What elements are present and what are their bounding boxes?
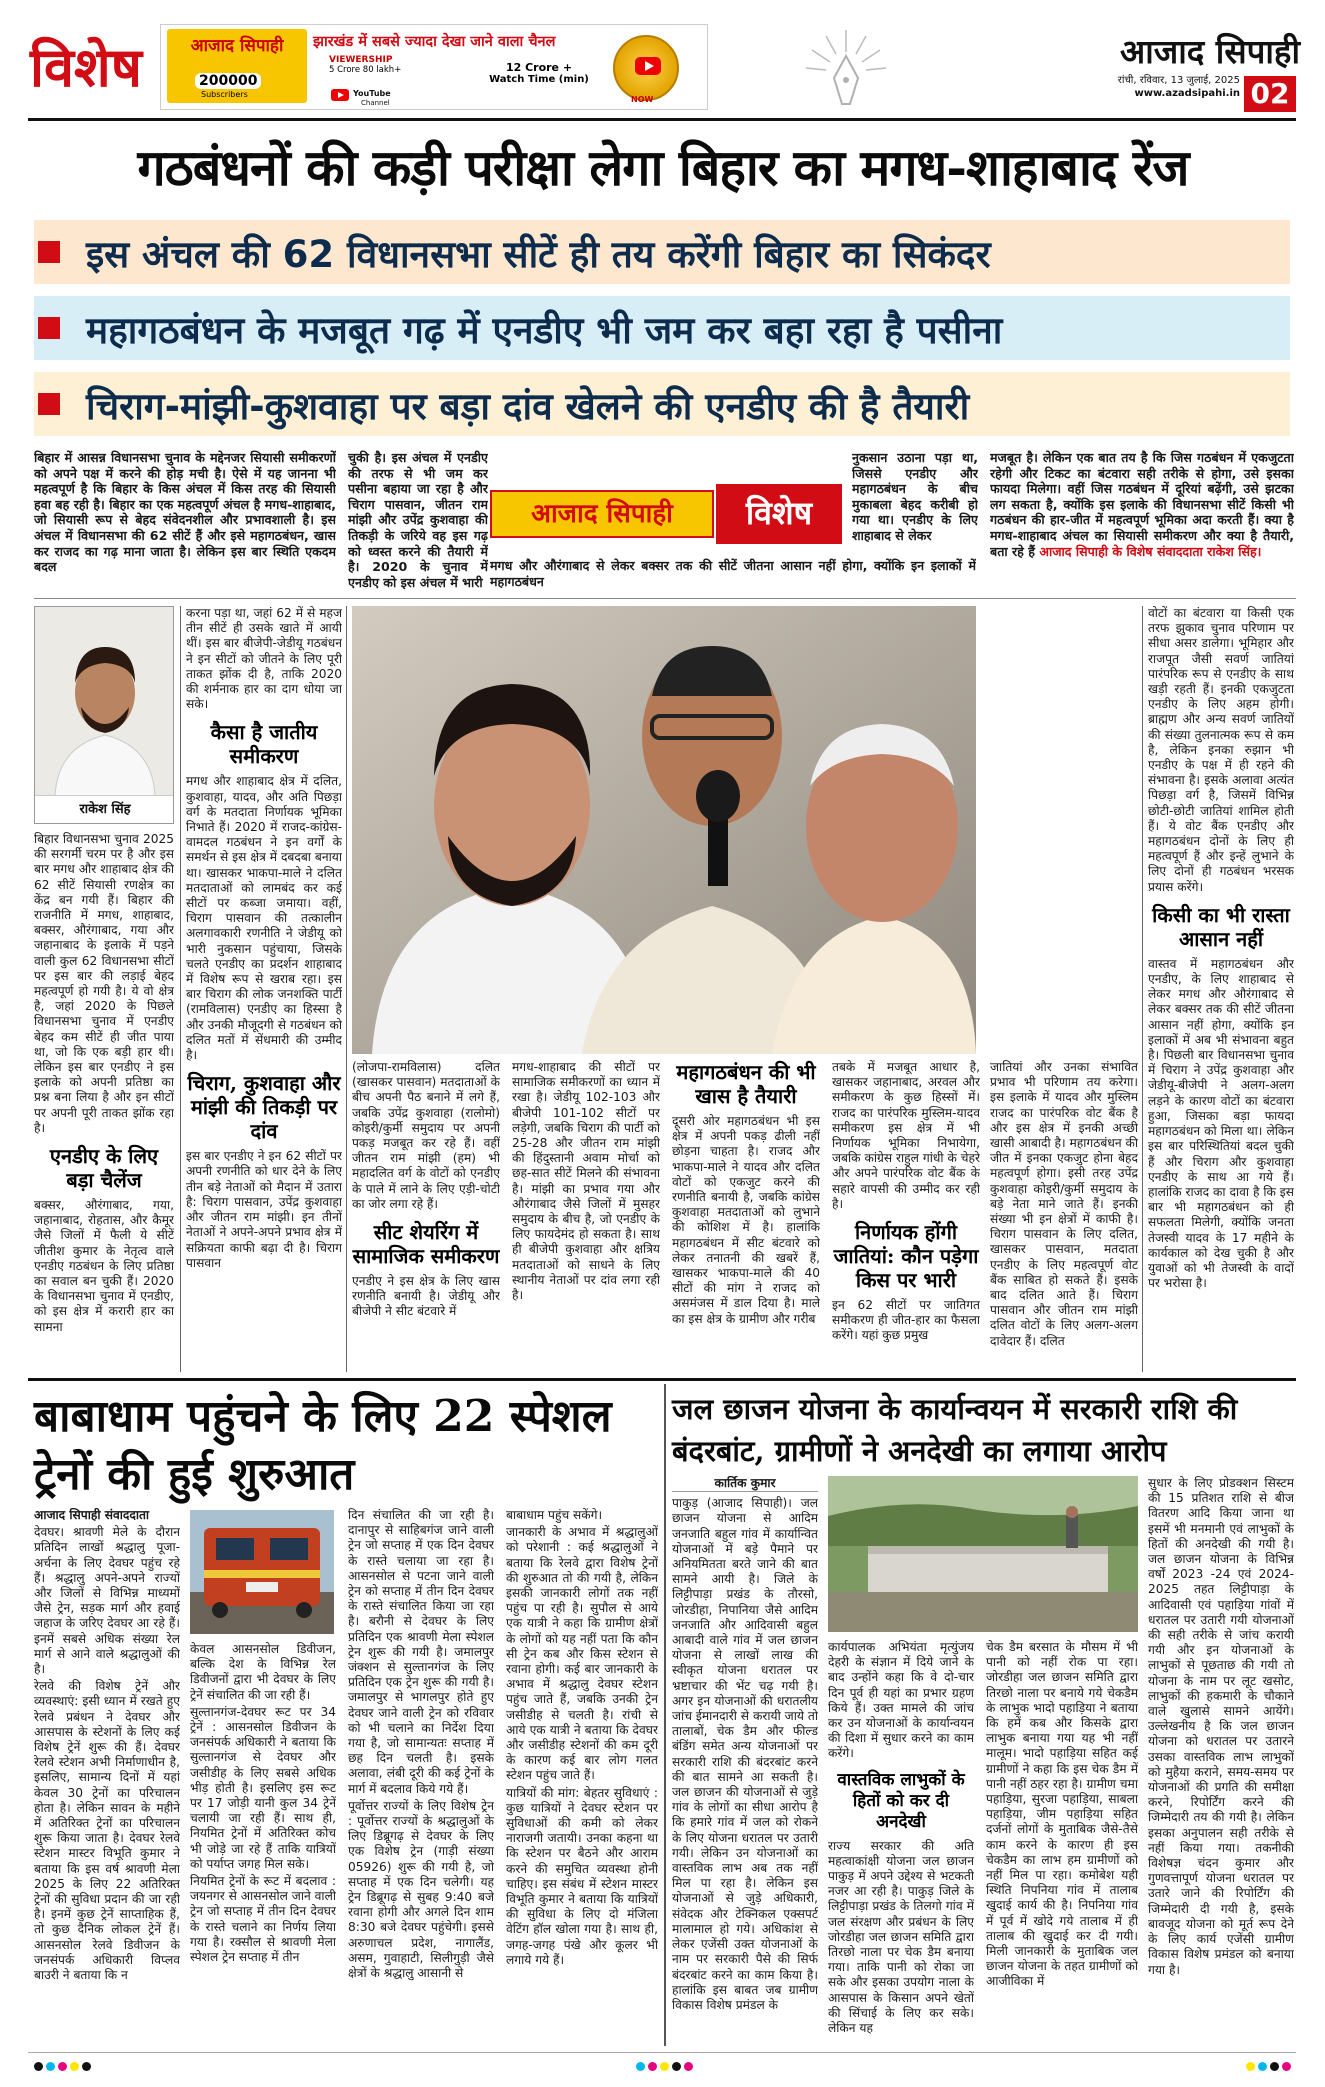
ad-brand-block [167, 29, 307, 103]
author-photo [34, 606, 174, 824]
dateline: रांची, रविवार, 13 जुलाई, 2025 [1117, 75, 1240, 86]
website: www.azadsipahi.in [1134, 88, 1240, 99]
water-column-2-text-2: राज्य सरकार की अति महत्वाकांक्षी योजना जल छाजन पाकुड़ में अपने उद्देश्य से भटकती नजर आ रही है। पाकुड़ जिले के लिट्टीपाड़ा प्रखंड के तिलगो गांव में जल संरक्षण और प्रबंधन के लिए जोरडीहा जल छाजन समिति द्वारा तिरछो नाला पर चेक डैम बनाया गया। ताकि पानी को रोका जा सके और इसका उपयोग नाला के आसपास के किसान अपने खेतों की सिंचाई के लिए कर सके। लेकिन यह [828, 1838, 974, 2036]
intro-column-1: बिहार में आसन्न विधानसभा चुनाव के मद्देनजर सियासी समीकरणों को अपने पक्ष में करने की होड़ मची है। ऐसे में यह जानना भी महत्वपूर्ण है कि बिहार के किस अंचल में किस तरह की सियासी हवा बह रही है। बिहार का एक महत्वपूर्ण अंचल है मगध-शाहाबाद, जो सियासी रूप से बेहद संवेदनशील और प्रभावशाली है। इस अंचल में विधानसभा की 62 सीटें हैं और इसे महागठबंधन, खास कर राजद का गढ़ माना जाता है। लेकिन इस बार स्थिति एकदम बदल [34, 450, 336, 575]
column-b-text: करना पड़ा था, जहां 62 में से महज तीन सीटें ही उसके खाते में आयी थीं। इस बार बीजेपी-जेडीयू गठबंधन ने इन सीटों को जीतने के लिए पूरी ताकत झोंक दी है, ताकि 2020 की शर्मनाक हार का दाग धोया जा सके। [186, 606, 342, 712]
intro-text: मजबूत है। लेकिन एक बात तय है कि जिस गठबंधन में एकजुटता रहेगी और टिकट का बंटवारा सही तरीके से होगा, उसे इसका फायदा मिलेगा। वहीं जिस गठबंधन में दूरियां बढ़ेंगी, उसे झटका लग सकता है, क्योंकि इस इलाके की विधानसभा सीटें किसी भी गठबंधन की हार-जीत में महत्वपूर्ण भूमिका अदा करती हैं। क्या है मगध-शाहाबाद अंचल का सियासी समीकरण और क्या है तैयारी, बता रहे हैं [990, 450, 1294, 559]
water-column-4: सुधार के लिए प्रोडक्शन सिस्टम की 15 प्रतिशत राशि से बीज वितरण आदि किया जाना था इसमें भी मनमानी एवं लाभुकों के हितों की अनदेखी की गयी है। जल छाजन योजना के विभिन्न वर्षों 2023 -24 एवं 2024- 2025 तहत लिट्टीपाड़ा के आदिवासी एवं पहाड़िया गांवों में धरातल पर उतारी गयी योजनाओं की सही तरीके से जांच करायी गयी और इन योजनाओं के लाभुकों से पूछताछ की गयी तो योजना के नाम पर लूट खसोट, लाभुकों की हकमारी के चौकाने वाले खुलासे सामने आयेंगे। उल्लेखनीय है कि जल छाजन योजना को धरातल पर उतारने उसका वास्तविक लाभ लाभुकों को मुहैया कराने, समय-समय पर योजनाओं की प्रगति की समीक्षा करने, रिपोर्टिंग करने की जिम्मेदारी तय की गयी है। लेकिन इसका अनुपालन सही तरीके से नहीं किया गया। तकनीकी विशेषज्ञ चंदन कुमार और गुणवत्तापूर्ण योजना धरातल पर उतारे जाने की रिपोर्टिंग की जिम्मेदारी दी गयी है, इसके बावजूद योजना को मूर्त रूप देने के लिए कार्य एजेंसी ग्रामीण विकास विशेष प्रमंडल को बनाया गया है। [1148, 1476, 1294, 1977]
column-f-text: तबके में मजबूत आधार है, खासकर जहानाबाद, अरवल और समीकरण के कुछ हिस्सों में। राजद का पारंपरिक मुस्लिम-यादव समीकरण इस क्षेत्र में भी निर्णायक भूमिका निभायेगा, जबकि कांग्रेस राहुल गांधी के चेहरे और अपने पारंपरिक वोट बैंक के सहारे वापसी की उम्मीद कर रही है। [832, 1060, 980, 1211]
ad-watch-value: 12 Crore + [505, 61, 573, 74]
column-a [34, 832, 174, 1372]
column-c-text-2: एनडीए ने इस क्षेत्र के लिए खास रणनीति बनायी है। जेडीयू और बीजेपी ने सीट बंटवारे में [352, 1274, 500, 1319]
intro-column-5 [990, 450, 1294, 592]
ad-now: NOW [631, 95, 654, 104]
water-column-1 [672, 1476, 818, 2046]
play-button-badge-icon [613, 35, 679, 101]
train-column-2-sub: सुल्तानगंज-देवघर रूट पर 34 ट्रेनें : आसनसोल डिवीजन के जनसंपर्क अधिकारी ने बताया कि सुल्तानगंज से देवघर और जसीडीह के लिए सबसे अधिक भीड़ होती है। इसलिए इस रूट पर 17 जोड़ी यानी कुल 34 ट्रेनें चलायी जा रही हैं। साथ ही, नियमित ट्रेनों में अतिरिक्त कोच भी जोड़े जा रहे हैं ताकि यात्रियों को पर्याप्त जगह मिल सके। [190, 1704, 336, 1871]
story-divider [664, 1384, 666, 2046]
column-a-text-2: बक्सर, औरंगाबाद, गया, जहानाबाद, रोहतास, और कैमूर जैसे जिलों में फैली ये सीटें जीतीश कुमार के नेतृत्व वाले एनडीए गठबंधन के लिए प्रतिष्ठा का सवाल बन चुकी हैं। 2020 के विधानसभा चुनाव में एनडीए, को इस क्षेत्र में करारी हार का सामना [34, 1198, 174, 1334]
bullet-square-icon [38, 317, 60, 339]
column-c-text: (लोजपा-रामविलास) दलित (खासकर पासवान) मतदाताओं के बीच अपनी पैठ बनाने में लगे हैं, जबकि उपेंद्र कुशवाहा (रालोमो) कोइरी/कुर्मी समुदाय पर अपनी पकड़ मजबूत कर रहे हैं। वहीं जीतन राम मांझी (हम) भी महादलित वर्ग के वोटों को एनडीए के पाले में लाने के लिए एड़ी-चोटी का जोर लगा रहे हैं। [352, 1060, 500, 1211]
check-dam-photo [828, 1476, 1138, 1632]
ad-tagline: झारखंड में सबसे ज्यादा देखा जाने वाला चैनल [313, 34, 556, 50]
intro-column-4: नुकसान उठाना पड़ा था, जिससे एनडीए और महागठबंधन के बीच मुकाबला बेहद करीबी हो गया था। एनडीए के लिए शाहाबाद से लेकर [852, 450, 978, 543]
column-b-text-3: इस बार एनडीए ने इन 62 सीटों पर अपनी रणनीति को धार देने के लिए तीन बड़े नेताओं को मैदान में उतारा है: चिराग पासवान, उपेंद्र कुशवाहा और जीतन राम मांझी। इन तीनों नेताओं ने अपने-अपने प्रभाव क्षेत्र में सक्रियता काफी बढ़ा दी है। चिराग पासवान [186, 1149, 342, 1270]
check-dam-icon [828, 1476, 1138, 1632]
bullet-square-icon [38, 393, 60, 415]
column-divider [346, 606, 347, 1372]
logo-brand: आजाद सिपाही [490, 490, 714, 538]
section-tag [30, 26, 146, 108]
train-column-1 [34, 1508, 180, 2046]
ad-youtube: YouTube [353, 89, 391, 98]
train-column-1-text: देवघर। श्रावणी मेले के दौरान प्रतिदिन लाखों श्रद्धालु पूजा-अर्चना के लिए देवघर पहुंच रहे हैं। श्रद्धालु अपने-अपने राज्यों और जिलों से विभिन्न माध्यमों जैसे ट्रेन, सड़क मार्ग और हवाई जहाज के जरिए देवघर आ रहे हैं। इनमें सबसे अधिक संख्या रेल मार्ग से आने वाले श्रद्धालुओं की है। [34, 1525, 180, 1677]
bullet-text: चिराग-मांझी-कुशवाहा पर बड़ा दांव खेलने की एनडीए की है तैयारी [86, 384, 970, 428]
train-column-4-sub-2: यात्रियों की मांग: बेहतर सुविधाएं : कुछ यात्रियों ने देवघर स्टेशन पर सुविधाओं की कमी को लेकर नाराजगी जतायी। उनका कहना था कि स्टेशन पर बैठने और आराम करने की समुचित व्यवस्था होनी चाहिए। इस संबंध में स्टेशन मास्टर विभूति कुमार ने बताया कि यात्रियों की सुविधा के लिए दो मंजिला वेटिंग हॉल खोला गया है। साथ ही, जगह-जगह पंखे और कूलर भी लगाये गये हैं। [506, 1785, 658, 1967]
ad-viewership-value: 5 Crore 80 lakh+ [329, 65, 402, 75]
column-divider [1142, 606, 1143, 1372]
train-column-3-text: दिन संचालित की जा रही है। दानापुर से साहिबगंज जाने वाली ट्रेन जो सप्ताह में एक दिन देवघर के रास्ते चलाया जा रहा है। आसनसोल से पटना जाने वाली ट्रेन को सप्ताह में तीन दिन देवघर के रास्ते संचालित किया जा रहा है। बरौनी से देवघर के लिए प्रतिदिन एक श्रावणी मेला स्पेशल ट्रेन शुरू की गयी है। जमालपुर जंक्शन से सुल्तानगंज के लिए प्रतिदिन एक ट्रेन शुरू की गयी है। जमालपुर से भागलपुर होते हुए देवघर जाने वाली ट्रेन को रविवार को भी चलाने का निर्देश दिया गया है, जो सामान्यतः सप्ताह में छह दिन चलती है। इसके अलावा, लंबी दूरी की कई ट्रेनों के मार्ग में बदलाव किये गये हैं। [348, 1508, 494, 1796]
column-e [672, 1060, 820, 1372]
train-byline: आजाद सिपाही संवाददाता [34, 1508, 150, 1522]
water-byline: कार्तिक कुमार [672, 1476, 818, 1492]
water-headline: जल छाजन योजना के कार्यान्वयन में सरकारी राशि की बंदरबांट, ग्रामीणों ने अनदेखी का लगाया आरोप [672, 1392, 1238, 1468]
intro-byline: आजाद सिपाही के विशेष संवाददाता राकेश सिंह। [1039, 543, 1262, 559]
column-f [832, 1060, 980, 1372]
special-logo-box [490, 484, 844, 544]
train-column-2 [190, 1642, 336, 2046]
logo-tag: विशेष [716, 484, 842, 544]
ad-subscribers: 200000 [195, 73, 261, 89]
column-a-text: बिहार विधानसभा चुनाव 2025 की सरगर्मी चरम पर है और इस बार मगध और शाहाबाद क्षेत्र की 62 सीटें सियासी रणक्षेत्र का केंद्र बन गयी हैं। बिहार की राजनीति में मगध, शाहाबाद, बक्सर, औरंगाबाद, गया और जहानाबाद के इलाके में पड़ने वाली कुल 62 विधानसभा सीटों पर इस बार की लड़ाई बेहद महत्वपूर्ण हो गयी है। ये वो क्षेत्र है, जहां 2020 के पिछले विधानसभा चुनाव में एनडीए बेहद कम सीटें ही जीत पाया था, जो कि एक बड़ी हार थी। लेकिन इस बार एनडीए ने इस इलाके को अपनी प्रतिष्ठा का प्रश्न बना लिया है और इन सीटों पर अपनी पूरी ताकत झोंक रहा है। [34, 832, 174, 1135]
column-h-heading: किसी का भी रास्ता आसान नहीं [1152, 902, 1290, 951]
column-f-text-2: इन 62 सीटों पर जातिगत समीकरण ही जीत-हार का फैसला करेंगे। यहां कुछ प्रमुख [832, 1298, 980, 1343]
column-d: मगध-शाहाबाद की सीटों पर सामाजिक समीकरणों का ध्यान में रखा है। जेडीयू 102-103 और बीजेपी 101-102 सीटों पर लड़ेगी, जबकि चिराग की पार्टी को 25-28 और जीतन राम मांझी की हिंदुस्तानी अवाम मोर्चा को छह-सात सीटें मिलने की संभावना है। मांझी का प्रभाव गया और औरंगाबाद जैसे जिलों में मुसहर समुदाय के बीच है, जो एनडीए के लिए फायदेमंद हो सकता है। साथ ही बीजेपी कुशवाहा और क्षत्रिय मतदाताओं को साधने के लिए स्थानीय नेताओं पर दांव लगा रही है। [512, 1060, 660, 1303]
ad-channel: Channel [361, 99, 390, 107]
page-number: 02 [1244, 76, 1296, 112]
train-column-4-sub: जानकारी के अभाव में श्रद्धालुओं को परेशानी : कई श्रद्धालुओं ने बताया कि रेलवे द्वारा विशेष ट्रेनों की शुरुआत तो की गयी है, लेकिन इसकी जानकारी लोगों तक नहीं पहुंच पा रही है। सुपौल से आये एक यात्री ने कहा कि ग्रामीण क्षेत्रों के लोगों को यह नहीं पता कि कौन सी ट्रेन कब और किस स्टेशन से रवाना होगी। कई बार जानकारी के अभाव में श्रद्धालु देवघर स्टेशन पहुंच जाते हैं, जबकि उनकी ट्रेन जसीडीह से चलती है। रांची से आये एक यात्री ने बताया कि देवघर और जसीडीह स्टेशनों की कम दूरी के कारण कई बार लोग गलत स्टेशन पहुंच जाते हैं। [506, 1525, 658, 1783]
politicians-photo [352, 606, 976, 1054]
water-column-2-text: कार्यपालक अभियंता मृत्युंजय देहरी के संज्ञान में दिये जाने के बाद उन्होंने कहा कि वे दो-चार दिन पूर्व ही यहां का प्रभार ग्रहण किये हैं। उक्त मामले की जांच कर उन योजनाओं के कार्यान्वयन की दिशा में सुधार करने का काम करेंगे। [828, 1640, 974, 1761]
registration-dots-center [636, 2062, 693, 2071]
author-caption: राकेश सिंह [35, 795, 174, 823]
column-b-heading-2: चिराग, कुशवाहा और मांझी की तिकड़ी पर दांव [187, 1071, 341, 1144]
train-column-3-sub: पूर्वोत्तर राज्यों के लिए विशेष ट्रेन : पूर्वोत्तर राज्यों के श्रद्धालुओं के लिए डिब्रूगढ़ से देवघर के लिए एक विशेष ट्रेन (गाड़ी संख्या 05926) शुरू की गयी है, जो सप्ताह में एक दिन चलेगी। यह ट्रेन डिब्रूगढ़ से सुबह 9:40 बजे रवाना होगी और अगले दिन शाम 8:30 बजे देवघर पहुंचेगी। इससे अरुणाचल प्रदेश, नागालैंड, असम, गुवाहाटी, सिलीगुड़ी जैसे क्षेत्रों के श्रद्धालु आसानी से [348, 1798, 494, 1981]
bullet-square-icon [38, 241, 60, 263]
section-rule [28, 1378, 1296, 1381]
column-b-text-2: मगध और शाहाबाद क्षेत्र में दलित, कुशवाहा, यादव, और अति पिछड़ा वर्ग के मतदाता निर्णायक भूमिका निभाते हैं। 2020 में राजद-कांग्रेस-वामदल गठबंधन ने इन वर्गों के समर्थन से इस क्षेत्र में दबदबा बनाया था। खासकर भाकपा-माले ने दलित मतदाताओं को लामबंद कर कई सीटों पर कब्जा जमाया। वहीं, चिराग पासवान की तत्कालीन अलगावकारी रणनीति ने जेडीयू को भारी नुकसान पहुंचाया, जिसके चलते एनडीए का प्रदर्शन शाहाबाद में विशेष रूप से खराब रहा। इस बार चिराग की लोक जनशक्ति पार्टी (रामविलास) एनडीए का हिस्सा है और उनकी मौजूदगी से गठबंधन को दलित मतों में सेंधमारी की उम्मीद है। [186, 774, 342, 1063]
section-tag-label: विशेष [30, 35, 142, 99]
water-column-1-text: पाकुड़ (आजाद सिपाही)। जल छाजन योजना से आदिम जनजाति बहुल गांव में कार्यान्वित योजनाओं में बड़े पैमाने पर अनियमितता बरते जाने की बात सामने आयी है। जिले के लिट्टीपाड़ा प्रखंड के तौरसो, जोरडीहा, निपानिया जैसे आदिम जनजाति और आदिवासी बहुल आबादी वाले गांव में जल छाजन योजना से लाखों लाख की स्वीकृत योजना धरातल पर भ्रष्टाचार की भेंट चढ़ गयी है। अगर इन योजनाओं की धरातलीय जांच ईमानदारी से करायी जाये तो तालाबों, चेक डैम और फील्ड बंडिंग समेत अन्य योजनाओं पर सरकारी राशि की बंदरबांट करने की बात सामने आ सकती है। जल छाजन की योजनाओं से जुड़े गांव के लोगों का सीधा आरोप है कि हमारे गांव में जल को रोकने के लिए योजना धरातल पर उतारी गयी। लेकिन उन योजनाओं का वास्तविक लाभ अब तक नहीं मिल पा रहा है। लेकिन इस योजनाओं से जुड़े अधिकारी, संवेदक और टेक्निकल एक्सपर्ट मालामाल हो गये। अधिकांश से लेकर एजेंसी उक्त योजनाओं के नाम पर सरकारी पैसे की सिर्फ बंदरबांट करने का काम किया है। हालांकि इस बाबत जब ग्रामीण विकास विशेष प्रमंडल के [672, 1496, 818, 2012]
column-b-heading: कैसा है जातीय समीकरण [210, 720, 318, 769]
footer-rule [28, 2052, 1296, 2053]
youtube-icon [331, 89, 349, 101]
column-e-heading: महागठबंधन की भी खास है तैयारी [676, 1060, 816, 1108]
main-headline: गठबंधनों की कड़ी परीक्षा लेगा बिहार का मगध-शाहाबाद रेंज [137, 138, 1189, 197]
bullet-text: इस अंचल की 62 विधानसभा सीटें ही तय करेंगी बिहार का सिकंदर [86, 232, 991, 276]
column-c [352, 1060, 500, 1372]
intro-column-2: चुकी है। इस अंचल में एनडीए की तरफ से भी जम कर पसीना बहाया जा रहा है और चिराग पासवान, जीतन राम मांझी और उपेंद्र कुशवाहा की तिकड़ी के जरिये वह इस गढ़ को ध्वस्त करने की तैयारी में है। 2020 के चुनाव में एनडीए को इस अंचल में भारी [348, 450, 488, 590]
registration-dots-left [34, 2062, 91, 2071]
bullet-line-1 [34, 220, 1290, 284]
train-column-4 [506, 1508, 658, 2046]
author-portrait-icon [35, 607, 174, 797]
column-b [186, 606, 342, 1372]
ad-watch-block [479, 61, 599, 85]
ad-viewership: VIEWERSHIP [329, 55, 393, 65]
paper-name: आजाद सिपाही [1120, 32, 1300, 71]
water-column-2 [828, 1640, 974, 2046]
bullet-text: महागठबंधन के मजबूत गढ़ में एनडीए भी जम कर बहा रहा है पसीना [86, 308, 1003, 352]
train-headline: बाबाधाम पहुंचने के लिए 22 स्पेशल ट्रेनों की हुई शुरुआत [34, 1391, 612, 1500]
column-g: जातियां और उनका संभावित प्रभाव भी परिणाम तय करेगा। इस इलाके में यादव और मुस्लिम राजद का पारंपरिक वोट बैंक है और इस क्षेत्र में इनकी अच्छी खासी आबादी है। महागठबंधन की जीत में इनका एकजुट होना बेहद महत्वपूर्ण होगा। इसी तरह उपेंद्र कुशवाहा कोइरी/कुर्मी समुदाय के बड़े नेता माने जाते हैं। इनकी संख्या भी इन क्षेत्रों में काफी है। चिराग पासवान के लिए दलित, खासकर पासवान, मतदाता एनडीए के लिए महत्वपूर्ण वोट बैंक साबित हो सकते हैं। इसके बाद दलित आते हैं। चिराग पासवान और जीतन राम मांझी दलित वोटों के लिए अलग-अलग दावेदार हैं। दलित [990, 1060, 1138, 1348]
train-column-2-text: केवल आसनसोल डिवीजन, बल्कि देश के विभिन्न रेल डिवीजनों द्वारा भी देवघर के लिए ट्रेनें संचालित की जा रही हैं। [190, 1642, 336, 1702]
train-column-4-text: बाबाधाम पहुंच सकेंगे। [506, 1508, 603, 1522]
ad-brand: आजाद सिपाही [190, 36, 284, 56]
column-h [1148, 606, 1294, 1372]
column-c-heading: सीट शेयरिंग में सामाजिक समीकरण [352, 1220, 500, 1269]
water-column-3: चेक डैम बरसात के मौसम में भी पानी को नहीं रोक पा रहा। जोरडीहा जल छाजन समिति द्वारा तिरछो नाला पर बनाये गये चेकडैम के लाभुक भादो पहाड़िया ने बताया कि हमें कब और किसके द्वारा लाभुक बनाया गया यह भी नहीं मालूम। भादो पहाड़िया सहित कई ग्रामीणों ने कहा कि इस चेक डैम में पानी नहीं ठहर रहा है। ग्रामीण चमा पहाड़िया, सुरजा पहाड़िया, साबला पहाड़िया, जीम पहाड़िया सहित दर्जनों लोगों के मुताबिक जैसे-तैसे काम करने के कारण ही इस चेकडैम का लाभ हम ग्रामीणों को नहीं मिल पा रहा। कमोबेश यही स्थिति निपनिया गांव में तालाब खुदाई कार्य की है। निपनिया गांव में पूर्व में खोदे गये तालाब में ही तालाब की खुदाई कर दी गयी। मिली जानकारी के मुताबिक जल छाजन योजना के तहत ग्रामीणों को आजीविका में [986, 1640, 1138, 1989]
pen-nib-logo-icon [800, 22, 892, 114]
column-h-text-2: वास्तव में महागठबंधन और एनडीए, के लिए शाहाबाद से लेकर मगध और औरंगाबाद से लेकर बक्सर तक की सीटें जीतना आसान नहीं होगा, क्योंकि इन इलाकों में अब भी संभावना बहुत है। पिछली बार विधानसभा चुनाव में चिराग ने उपेंद्र कुशवाहा और जेडीयू-बीजेपी ने अलग-अलग लड़ने के कारण वोटों का बंटवारा हुआ, जिसका बड़ा फायदा महागठबंधन को मिला था। लेकिन इस बार परिस्थितियां बदल चुकी हैं और चिराग और कुशवाहा एनडीए के साथ आ गये हैं। हालांकि राजद का दावा है कि इस बार भी महागठबंधन को ही सफलता मिलेगी, क्योंकि जनता तेजस्वी यादव के 17 महीने के कार्यकाल को देख चुकी है और युवाओं को भी तेजस्वी के वादों पर भरोसा है। [1148, 956, 1294, 1291]
registration-dots-right [1246, 2062, 1291, 2071]
ad-viewership-block [329, 55, 439, 75]
column-e-text: दूसरी ओर महागठबंधन भी इस क्षेत्र में अपनी पकड़ ढीली नहीं छोड़ना चाहता है। राजद और भाकपा-माले ने यादव और दलित वोटों को एकजुट करने की रणनीति बनायी है, जबकि कांग्रेस कुशवाहा मतदाताओं को लुभाने की कोशिश में है। हालांकि महागठबंधन में सीट बंटवारे को लेकर तनातनी की खबरें हैं, खासकर भाकपा-माले की 40 सीटों की मांग ने राजद को असमंजस में डाल दिया है। माले का इस क्षेत्र के ग्रामीण और गरीब [672, 1114, 820, 1326]
column-divider [180, 606, 181, 1372]
train-photo [190, 1510, 334, 1634]
ad-subscribers-label: Subscribers [201, 90, 248, 99]
train-column-1-sub: रेलवे की विशेष ट्रेनें और व्यवस्थाएं: इसी ध्यान में रखते हुए रेलवे प्रबंधन ने देवघर और आसपास के स्टेशनों के लिए कई विशेष ट्रेनें शुरू की हैं। देवघर रेलवे स्टेशन अभी निर्माणाधीन है, इसलिए, सामान्य दिनों में यहां केवल 30 ट्रेनों का परिचालन होता है। लेकिन सावन के महीने में अतिरिक्त ट्रेनों का परिचालन शुरू किया जाता है। देवघर रेलवे स्टेशन मास्टर विभूति कुमार ने बताया कि इस वर्ष श्रावणी मेला 2025 के लिए 22 अतिरिक्त ट्रेनों की सुविधा प्रदान की जा रही है। इनमें कुछ ट्रेनें साप्ताहिक हैं, तो कुछ दैनिक लोकल ट्रेनें हैं। आसनसोल रेलवे डिवीजन के जनसंपर्क अधिकारी विप्लव बाउरी ने बताया कि न [34, 1679, 180, 1983]
masthead-rule [28, 118, 1296, 121]
column-f-heading: निर्णायक होंगी जातियां: कौन पड़ेगा किस पर भारी [833, 1220, 979, 1293]
ad-watch-label: Watch Time (min) [489, 74, 589, 85]
train-column-2-sub-2: नियमित ट्रेनों के रूट में बदलाव : जयनगर से आसनसोल जाने वाली ट्रेन जो सप्ताह में तीन दिन देवघर के रास्ते चलाने का निर्णय लिया गया है। रक्सौल से श्रावणी मेला स्पेशल ट्रेन सप्ताह में तीन [190, 1874, 336, 1965]
train-engine-icon [190, 1510, 334, 1634]
train-column-3 [348, 1508, 494, 2046]
channel-ad-banner[interactable] [160, 24, 708, 110]
bullet-line-3 [34, 372, 1290, 436]
column-h-text: वोटों का बंटवारा या किसी एक तरफ झुकाव चुनाव परिणाम पर सीधा असर डालेगा। भूमिहार और राजपूत जैसी सवर्ण जातियां पारंपरिक रूप से एनडीए के साथ खड़ी रहती हैं। इनकी एकजुटता एनडीए के लिए अहम होगी। ब्राह्मण और अन्य सवर्ण जातियों की संख्या तुलनात्मक रूप से कम है, लेकिन इनका रुझान भी एनडीए के पक्ष में ही रहने की संभावना है। इसके अलावा अत्यंत पिछड़ा वर्ग है, जिसमें विभिन्न छोटी-छोटी जातियां शामिल होती हैं। ये वोट बैंक एनडीए और महागठबंधन दोनों के लिए ही महत्वपूर्ण हैं और इन्हें लुभाने के लिए दोनों ही गठबंधन भरसक प्रयास करेंगे। [1148, 606, 1294, 894]
column-a-heading: एनडीए के लिए बड़ा चैलेंज [49, 1144, 159, 1193]
water-column-2-heading: वास्तविक लाभुकों के हितों को कर दी अनदेखी [837, 1769, 965, 1832]
politicians-collage-icon [352, 606, 976, 1054]
intro-column-3: मगध और औरंगाबाद से लेकर बक्सर तक की सीटें जीतना आसान नहीं होगा, क्योंकि इन इलाकों में महागठबंधन [490, 558, 976, 589]
bullet-line-2 [34, 296, 1290, 360]
intro-rule [34, 598, 1296, 599]
